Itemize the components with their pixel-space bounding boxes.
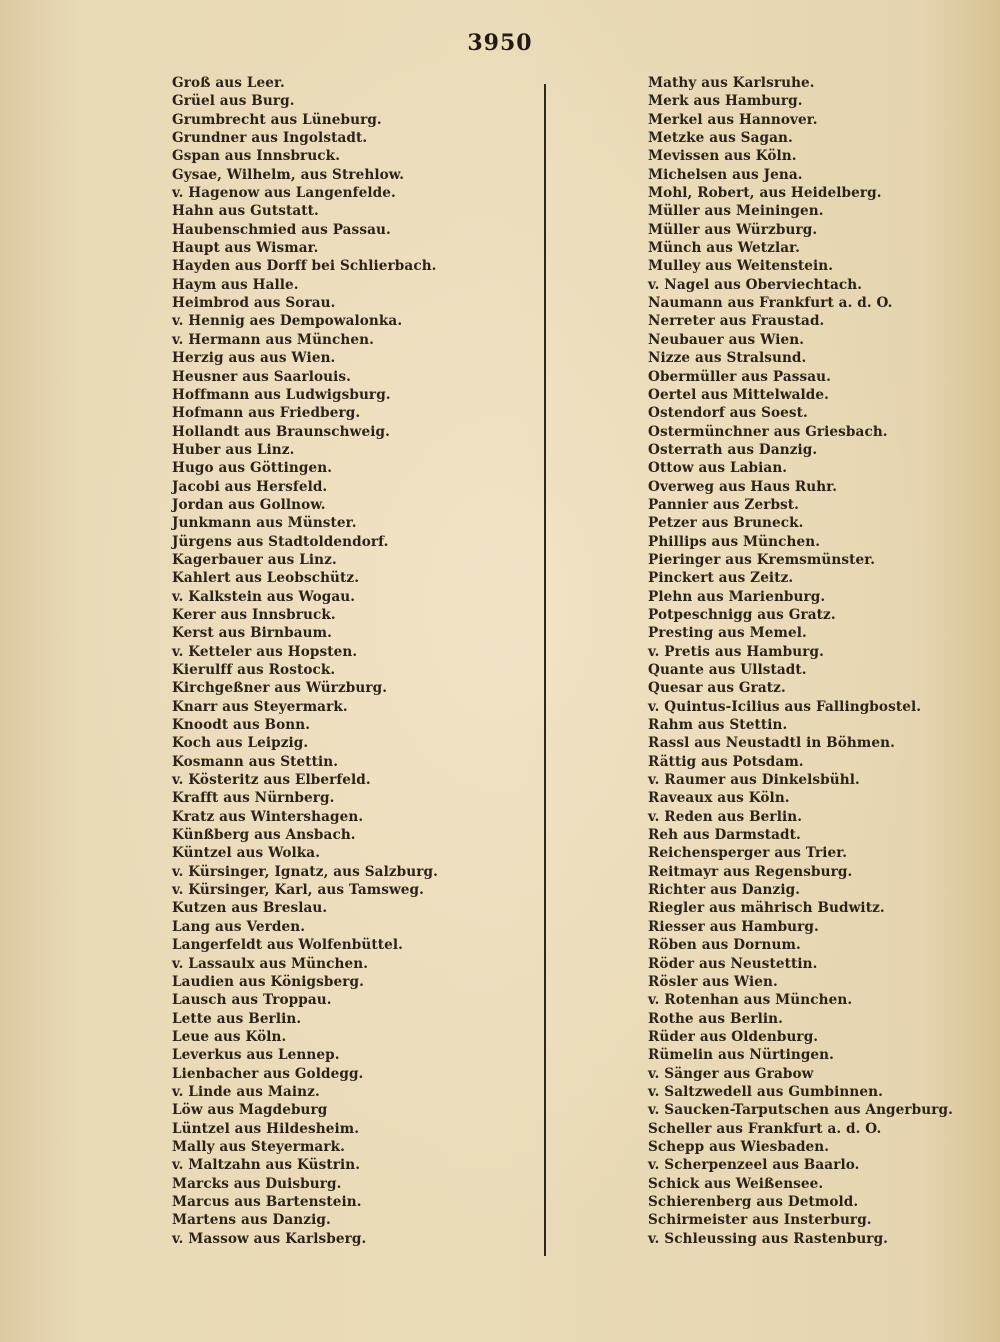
name-entry: Pinckert aus Zeitz.	[648, 570, 794, 587]
name-entry: v. Kürsinger, Karl, aus Tamsweg.	[172, 882, 424, 899]
name-entry: Raveaux aus Köln.	[648, 790, 790, 807]
name-entry: Nizze aus Stralsund.	[648, 350, 807, 367]
name-entry: Phillips aus München.	[648, 533, 821, 550]
name-entry: v. Sänger aus Grabow	[648, 1065, 814, 1082]
name-entry: Kierulff aus Rostock.	[172, 662, 336, 678]
left-name-column	[172, 74, 532, 1248]
name-entry: Osterrath aus Danzig.	[648, 441, 818, 458]
name-entry: Lette aus Berlin.	[172, 1010, 302, 1027]
name-entry: Löw aus Magdeburg	[172, 1102, 328, 1119]
name-entry: Presting aus Memel.	[648, 625, 807, 642]
name-entry: Pieringer aus Kremsmünster.	[648, 551, 876, 568]
name-entry: Kagerbauer aus Linz.	[172, 551, 337, 568]
name-entry: Reh aus Darmstadt.	[648, 827, 801, 844]
name-entry: Röder aus Neustettin.	[648, 955, 818, 972]
right-name-column	[648, 74, 988, 1248]
name-entry: v. Quintus-Icilius aus Fallingbostel.	[648, 698, 922, 715]
name-entry: Jordan aus Gollnow.	[172, 496, 326, 513]
name-entry: Röben aus Dornum.	[648, 937, 801, 954]
name-entry: Overweg aus Haus Ruhr.	[648, 478, 838, 495]
name-entry: v. Pretis aus Hamburg.	[648, 643, 824, 660]
name-entry: Heimbrod aus Sorau.	[172, 295, 336, 312]
name-entry: Marcus aus Bartenstein.	[172, 1193, 362, 1210]
name-entry: v. Kalkstein aus Wogau.	[172, 588, 356, 605]
name-entry: Kirchgeßner aus Würzburg.	[172, 680, 388, 697]
name-entry: v. Hennig aes Dempowalonka.	[172, 313, 403, 330]
name-entry: Schirmeister aus Insterburg.	[648, 1212, 872, 1229]
name-entry: Rättig aus Potsdam.	[648, 753, 804, 770]
name-entry: Mathy aus Karlsruhe.	[648, 75, 815, 91]
name-entry: Müller aus Meiningen.	[648, 203, 824, 220]
name-entry: Pannier aus Zerbst.	[648, 496, 800, 513]
name-entry: Knoodt aus Bonn.	[172, 717, 311, 734]
name-entry: Merk aus Hamburg.	[648, 93, 803, 110]
name-entry: v. Rotenhan aus München.	[648, 992, 853, 1009]
name-entry: Hahn aus Gutstatt.	[172, 203, 319, 220]
name-entry: v. Hermann aus München.	[172, 331, 374, 348]
name-entry: Mally aus Steyermark.	[172, 1138, 345, 1155]
name-entry: Mulley aus Weitenstein.	[648, 258, 834, 275]
name-entry: Herzig aus aus Wien.	[172, 350, 336, 367]
name-entry: Rahm aus Stettin.	[648, 717, 788, 734]
name-entry: v. Reden aus Berlin.	[648, 808, 803, 825]
name-entry: Haupt aus Wismar.	[172, 240, 319, 257]
name-entry: v. Maltzahn aus Küstrin.	[172, 1157, 361, 1174]
name-entry: Merkel aus Hannover.	[648, 111, 818, 128]
name-entry: Langerfeldt aus Wolfenbüttel.	[172, 937, 403, 954]
name-entry: Metzke aus Sagan.	[648, 130, 793, 147]
name-entry: Haubenschmied aus Passau.	[172, 221, 391, 238]
name-entry: Reichensperger aus Trier.	[648, 845, 848, 862]
name-entry: Koch aus Leipzig.	[172, 735, 309, 752]
name-entry: Rösler aus Wien.	[648, 973, 778, 990]
name-entry: Ottow aus Labian.	[648, 460, 788, 477]
name-entry: Richter aus Danzig.	[648, 882, 801, 899]
name-entry: Kerst aus Birnbaum.	[172, 625, 332, 642]
name-entry: v. Raumer aus Dinkelsbühl.	[648, 772, 860, 789]
name-entry: Kerer aus Innsbruck.	[172, 606, 336, 623]
name-entry: Gysae, Wilhelm, aus Strehlow.	[172, 166, 405, 183]
name-entry: v. Kürsinger, Ignatz, aus Salzburg.	[172, 863, 438, 880]
name-entry: Leverkus aus Lennep.	[172, 1047, 340, 1064]
column-divider-rule	[544, 84, 546, 1256]
name-entry: Hugo aus Göttingen.	[172, 460, 333, 477]
name-entry: v. Lassaulx aus München.	[172, 955, 369, 972]
name-entry: Petzer aus Bruneck.	[648, 515, 804, 532]
name-entry: Kosmann aus Stettin.	[172, 753, 339, 770]
name-entry: Gspan aus Innsbruck.	[172, 148, 341, 165]
name-entry: Haym aus Halle.	[172, 276, 299, 293]
name-entry: Grundner aus Ingolstadt.	[172, 130, 368, 147]
name-entry: Krafft aus Nürnberg.	[172, 790, 335, 807]
name-entry: Laudien aus Königsberg.	[172, 973, 364, 990]
name-entry: Oertel aus Mittelwalde.	[648, 386, 829, 403]
name-entry: Marcks aus Duisburg.	[172, 1175, 342, 1192]
name-entry: Scheller aus Frankfurt a. d. O.	[648, 1120, 882, 1137]
page-number: 3950	[467, 30, 533, 56]
name-entry: Lausch aus Troppau.	[172, 992, 332, 1009]
name-entry: Ostermünchner aus Griesbach.	[648, 423, 888, 440]
name-entry: Mevissen aus Köln.	[648, 148, 797, 165]
name-entry: Michelsen aus Jena.	[648, 166, 803, 183]
name-entry: v. Linde aus Mainz.	[172, 1083, 320, 1100]
name-entry: Naumann aus Frankfurt a. d. O.	[648, 295, 893, 312]
name-entry: Schick aus Weißensee.	[648, 1175, 824, 1192]
name-entry: Riegler aus mährisch Budwitz.	[648, 900, 885, 917]
name-entry: Potpeschnigg aus Gratz.	[648, 606, 836, 623]
name-entry: v. Saltzwedell aus Gumbinnen.	[648, 1083, 883, 1100]
name-entry: Lüntzel aus Hildesheim.	[172, 1120, 360, 1137]
name-entry: v. Kösteritz aus Elberfeld.	[172, 772, 371, 789]
name-entry: Rothe aus Berlin.	[648, 1010, 783, 1027]
name-entry: v. Ketteler aus Hopsten.	[172, 643, 358, 660]
name-entry: Reitmayr aus Regensburg.	[648, 863, 853, 880]
name-entry: v. Hagenow aus Langenfelde.	[172, 185, 396, 202]
name-entry: v. Nagel aus Oberviechtach.	[648, 276, 863, 293]
name-entry: Neubauer aus Wien.	[648, 331, 805, 348]
name-entry: v. Saucken-Tarputschen aus Angerburg.	[648, 1102, 953, 1119]
name-entry: Grüel aus Burg.	[172, 93, 295, 110]
name-entry: Groß aus Leer.	[172, 75, 285, 91]
name-entry: v. Scherpenzeel aus Baarlo.	[648, 1157, 860, 1174]
name-entry: Jacobi aus Hersfeld.	[172, 478, 328, 495]
name-entry: Schierenberg aus Detmold.	[648, 1193, 859, 1210]
name-entry: Hoffmann aus Ludwigsburg.	[172, 386, 391, 403]
name-entry: Hollandt aus Braunschweig.	[172, 423, 390, 440]
name-entry: Rüder aus Oldenburg.	[648, 1028, 819, 1045]
name-entry: Küntzel aus Wolka.	[172, 845, 321, 862]
name-entry: Plehn aus Marienburg.	[648, 588, 826, 605]
name-entry: Riesser aus Hamburg.	[648, 918, 819, 935]
name-entry: Künßberg aus Ansbach.	[172, 827, 356, 844]
name-entry: Huber aus Linz.	[172, 441, 295, 458]
name-entry: Hayden aus Dorff bei Schlierbach.	[172, 258, 437, 275]
name-entry: Leue aus Köln.	[172, 1028, 287, 1045]
name-entry: Hofmann aus Friedberg.	[172, 405, 361, 422]
name-entry: Kratz aus Wintershagen.	[172, 808, 364, 825]
name-entry: Kahlert aus Leobschütz.	[172, 570, 360, 587]
name-entry: Kutzen aus Breslau.	[172, 900, 328, 917]
name-entry: Nerreter aus Fraustad.	[648, 313, 825, 330]
name-entry: Schepp aus Wiesbaden.	[648, 1138, 830, 1155]
name-entry: Lienbacher aus Goldegg.	[172, 1065, 364, 1082]
name-entry: Quante aus Ullstadt.	[648, 662, 807, 678]
name-entry: Lang aus Verden.	[172, 918, 306, 935]
name-entry: Grumbrecht aus Lüneburg.	[172, 111, 382, 128]
name-entry: Rümelin aus Nürtingen.	[648, 1047, 835, 1064]
name-entry: Knarr aus Steyermark.	[172, 698, 348, 715]
name-entry: Heusner aus Saarlouis.	[172, 368, 351, 385]
name-entry: Obermüller aus Passau.	[648, 368, 831, 385]
name-entry: Münch aus Wetzlar.	[648, 240, 801, 257]
name-entry: Mohl, Robert, aus Heidelberg.	[648, 185, 882, 202]
name-entry: Ostendorf aus Soest.	[648, 405, 808, 422]
name-entry: v. Schleussing aus Rastenburg.	[648, 1230, 889, 1247]
name-entry: Quesar aus Gratz.	[648, 680, 786, 697]
name-entry: Rassl aus Neustadtl in Böhmen.	[648, 735, 895, 752]
name-entry: Junkmann aus Münster.	[172, 515, 357, 532]
name-entry: Martens aus Danzig.	[172, 1212, 331, 1229]
name-entry: v. Massow aus Karlsberg.	[172, 1230, 367, 1247]
name-entry: Jürgens aus Stadtoldendorf.	[172, 533, 389, 550]
name-entry: Müller aus Würzburg.	[648, 221, 818, 238]
